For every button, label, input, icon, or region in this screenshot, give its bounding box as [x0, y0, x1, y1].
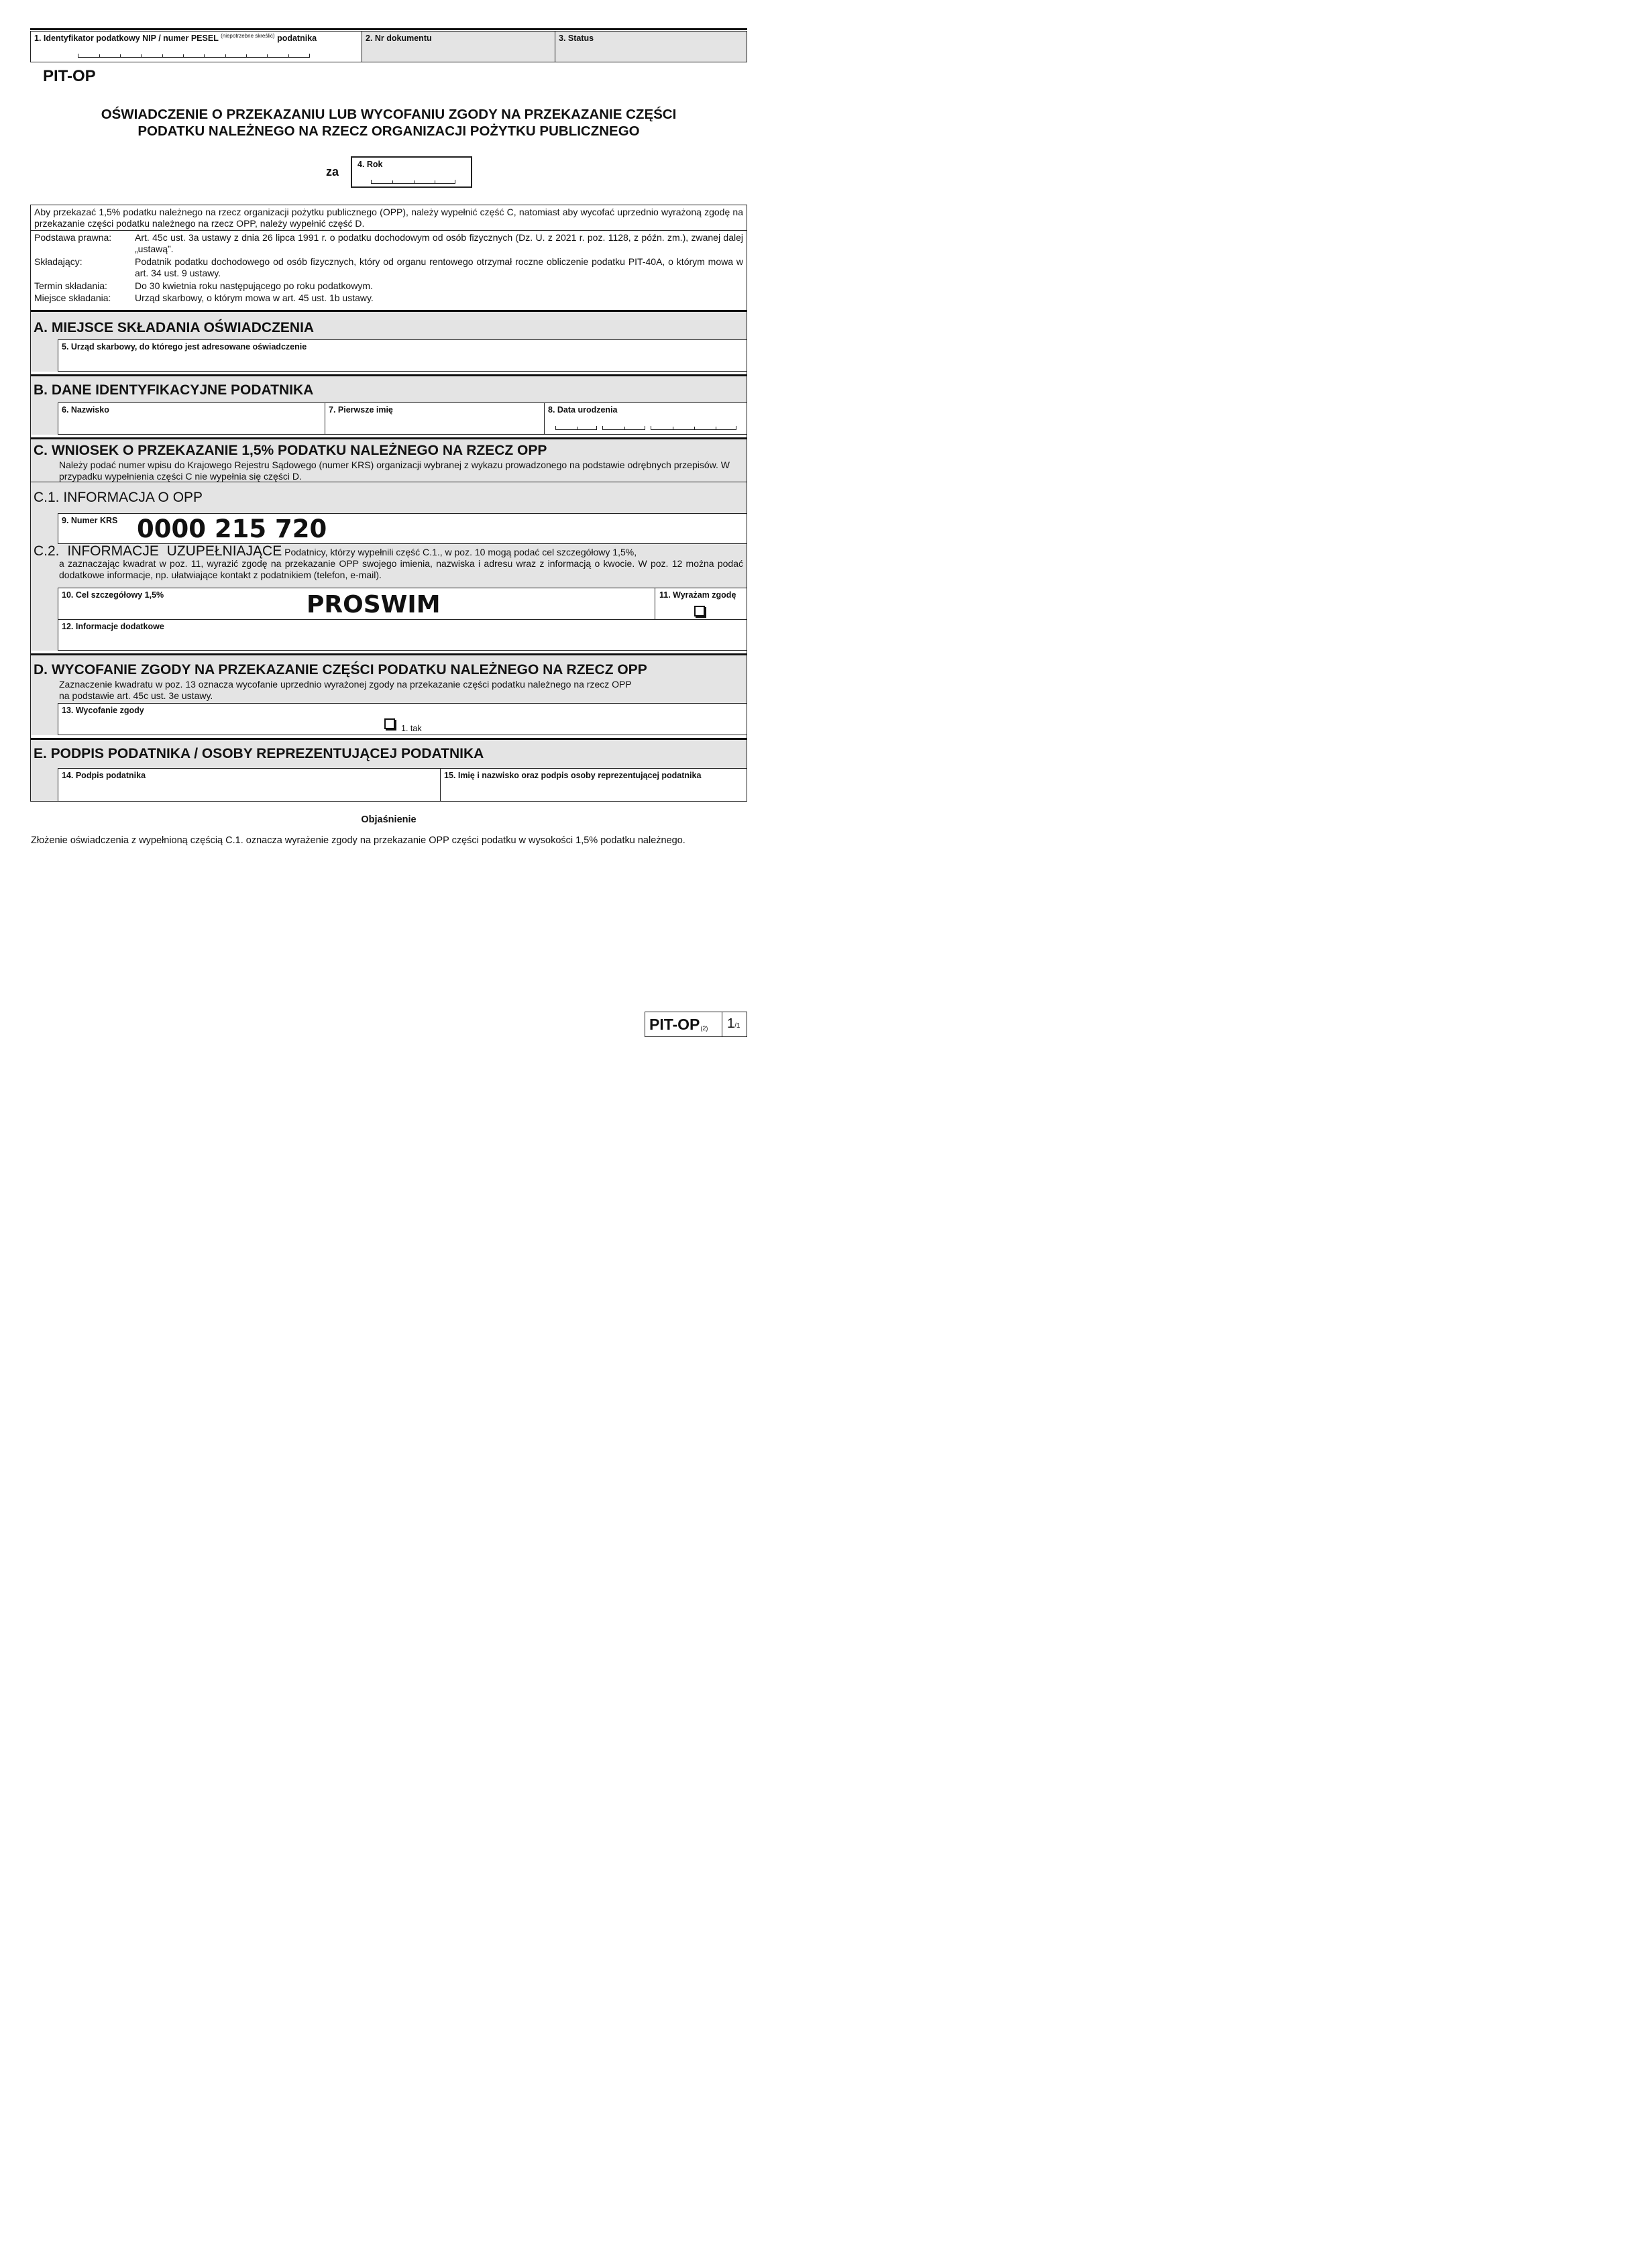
withdraw-option-label: 1. tak: [401, 724, 422, 733]
year-field[interactable]: [351, 156, 472, 188]
status-field: [555, 31, 747, 62]
footer-form-code: [645, 1016, 708, 1034]
section-d-title: D. WYCOFANIE ZGODY NA PRZEKAZANIE CZĘŚCI PODATKU NALEŻNEGO NA RZECZ OPP: [34, 662, 647, 678]
title-line-2: PODATKU NALEŻNEGO NA RZECZ ORGANIZACJI POŻYTKU PUBLICZNEGO: [138, 123, 640, 139]
surname-label: 6. Nazwisko: [62, 405, 109, 415]
nip-pesel-field[interactable]: [30, 31, 362, 62]
legal-basis-key: Podstawa prawna:: [34, 232, 112, 243]
section-b-title: B. DANE IDENTYFIKACYJNE PODATNIKA: [34, 382, 314, 398]
year-prefix: za: [326, 165, 339, 178]
section-d-description-line-2: na podstawie art. 45c ust. 3e ustawy.: [59, 690, 213, 701]
deadline-key: Termin składania:: [34, 280, 107, 291]
footer-page-total: /1: [734, 1022, 740, 1030]
document-number-field: [362, 31, 555, 62]
c2-title: C.2. INFORMACJE UZUPEŁNIAJĄCE: [34, 543, 282, 559]
top-rule: [30, 28, 747, 30]
year-comb: [371, 180, 455, 184]
tax-office-label: 5. Urząd skarbowy, do którego jest adresowane oświadczenie: [62, 342, 307, 352]
footer-page: [727, 1016, 740, 1032]
c2-description-first: Podatnicy, którzy wypełnili część C.1., w poz. 10 mogą podać cel szczegółowy 1,5%,: [284, 547, 637, 557]
deadline-value: Do 30 kwietnia roku następującego po roku podatkowym.: [135, 280, 373, 291]
form-code: PIT-OP: [43, 67, 96, 85]
section-c-description-tail: . W przypadku wypełnienia części C nie wypełnia się części D.: [59, 460, 730, 482]
place-value: Urząd skarbowy, o którym mowa w art. 45 ust. 1b ustawy.: [135, 292, 374, 303]
year-label: 4. Rok: [358, 160, 383, 169]
nip-pesel-note: (niepotrzebne skreślić): [221, 33, 275, 39]
krs-label: 9. Numer KRS: [62, 516, 118, 525]
section-e-title: E. PODPIS PODATNIKA / OSOBY REPREZENTUJĄCEJ PODATNIKA: [34, 746, 484, 761]
section-d-description-line-1: Zaznaczenie kwadratu w poz. 13 oznacza wycofanie uprzednio wyrażonej zgody na przekazanie części podatku należnego na rzecz OPP: [59, 679, 632, 690]
consent-label: 11. Wyrażam zgodę: [659, 590, 736, 600]
nip-pesel-comb: [78, 54, 310, 58]
krs-value: 0000 215 720: [137, 515, 327, 543]
title-line-1: OŚWIADCZENIE O PRZEKAZANIU LUB WYCOFANIU ZGODY NA PRZEKAZANIE CZĘŚCI: [101, 107, 677, 122]
form-title: [30, 106, 747, 140]
status-label: 3. Status: [559, 34, 594, 43]
submitter-key: Składający:: [34, 256, 82, 267]
explanation-title: Objaśnienie: [361, 814, 417, 825]
section-c-title: C. WNIOSEK O PRZEKAZANIE 1,5% PODATKU NALEŻNEGO NA RZECZ OPP: [34, 443, 547, 458]
legal-basis-value: Art. 45c ust. 3a ustawy z dnia 26 lipca 1991 r. o podatku dochodowym od osób fizycznych (Dz. U. z 2021 r. poz. 1128, z późn. zm.), zwanej dalej „ustawą”.: [135, 232, 743, 254]
purpose-label: 10. Cel szczegółowy 1,5%: [62, 590, 164, 600]
place-key: Miejsce składania:: [34, 292, 111, 303]
footer-code: PIT-OP: [649, 1015, 700, 1033]
document-number-label: 2. Nr dokumentu: [366, 34, 432, 43]
section-c-description-main: Należy podać numer wpisu do Krajowego Rejestru Sądowego (numer KRS) organizacji wybranej z wykazu prowadzonego na podstawie odrębnych przepisów: [59, 460, 716, 470]
taxpayer-signature-label: 14. Podpis podatnika: [62, 771, 146, 780]
submitter-value: Podatnik podatku dochodowego od osób fizycznych, który od organu rentowego otrzymał roczne obliczenie podatku PIT-40A, o którym mowa w art. 34 ust. 9 ustawy.: [135, 256, 743, 278]
form-body-border: [30, 205, 747, 802]
representative-signature-label: 15. Imię i nazwisko oraz podpis osoby reprezentującej podatnika: [444, 771, 702, 780]
nip-pesel-suffix: podatnika: [277, 34, 317, 44]
footer-version: (2): [700, 1024, 708, 1032]
birth-date-label: 8. Data urodzenia: [548, 405, 618, 415]
intro-text: Aby przekazać 1,5% podatku należnego na rzecz organizacji pożytku publicznego (OPP), należy wypełnić część C, natomiast aby wycofać uprzednio wyrażoną zgodę na przekazanie części podatku należnego na rzecz OPP, należy wypełnić część D.: [34, 207, 743, 229]
c2-description-rest: a zaznaczając kwadrat w poz. 11, wyrazić zgodę na przekazanie OPP swojego imienia, nazwiska i adresu wraz z informacją o kwocie. W poz. 12 można podać dodatkowe informacje, np. ułatwiające kontakt z podatnikiem (telefon, e-mail).: [59, 558, 743, 580]
nip-pesel-label: 1. Identyfikator podatkowy NIP / numer PESEL: [34, 34, 219, 44]
explanation-text: Złożenie oświadczenia z wypełnioną częścią C.1. oznacza wyrażenie zgody na przekazanie OPP części podatku w wysokości 1,5% podatku należnego.: [31, 835, 685, 846]
purpose-value: PROSWIM: [307, 591, 441, 618]
additional-info-label: 12. Informacje dodatkowe: [62, 622, 164, 631]
footer-code-box: [645, 1012, 747, 1037]
section-a-title: A. MIEJSCE SKŁADANIA OŚWIADCZENIA: [34, 320, 315, 335]
first-name-label: 7. Pierwsze imię: [329, 405, 393, 415]
c1-title: C.1. INFORMACJA O OPP: [34, 490, 203, 505]
footer-page-number: 1: [727, 1016, 735, 1031]
withdraw-label: 13. Wycofanie zgody: [62, 706, 144, 715]
